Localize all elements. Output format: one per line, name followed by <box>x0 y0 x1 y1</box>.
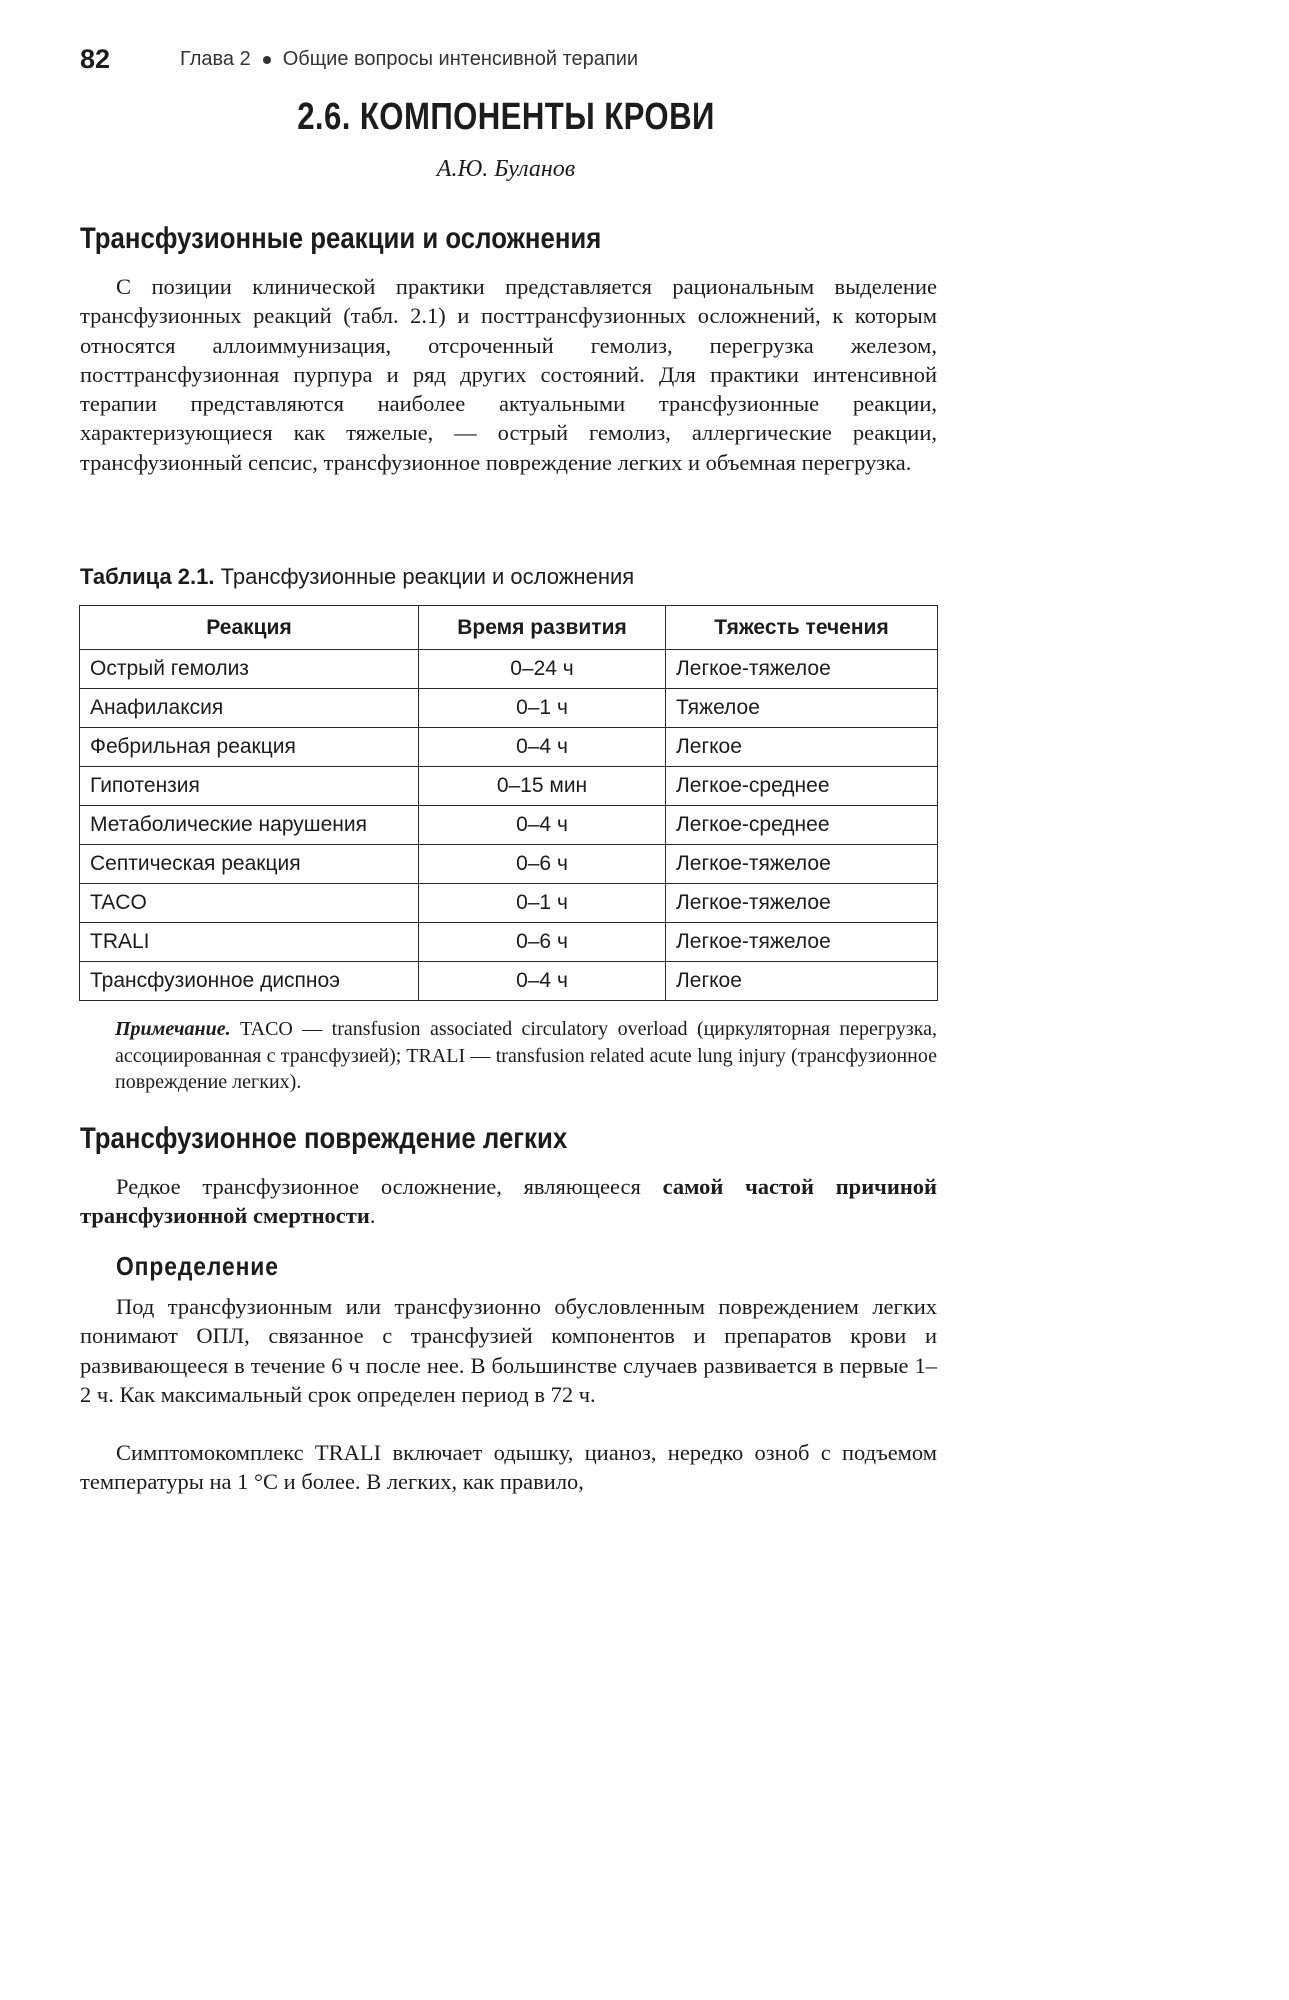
table-header-row <box>80 606 938 650</box>
cell-time: 0–6 ч <box>419 923 666 962</box>
cell-severity: Легкое-тяжелое <box>666 650 938 689</box>
section-heading-reactions: Трансфузионные реакции и осложнения <box>80 222 602 255</box>
intro-paragraph-text: С позиции клинической практики представляется рациональным выделение трансфузионных реакций (табл. 2.1) и посттрансфузионных осложнений, к которым относятся аллоиммунизация, отсроченный гемолиз, перегрузка железом, посттрансфузионная пурпура и ряд других состояний. Для практики интенсивной терапии представляются наиболее актуальными трансфузионные реакции, характеризующиеся как тяжелые, — острый гемолиз, аллергические реакции, трансфузионный сепсис, трансфузионное повреждение легких и объемная перегрузка. <box>80 274 937 475</box>
column-header-severity: Тяжесть течения <box>666 606 938 650</box>
bullet-icon <box>263 56 271 64</box>
section-heading-trali: Трансфузионное повреждение легких <box>80 1122 568 1155</box>
cell-severity: Тяжелое <box>666 689 938 728</box>
cell-reaction: Гипотензия <box>80 767 419 806</box>
cell-severity: Легкое-среднее <box>666 767 938 806</box>
note-label: Примечание. <box>115 1018 231 1040</box>
table-row <box>80 650 938 689</box>
table-row <box>80 728 938 767</box>
cell-reaction: Септическая реакция <box>80 845 419 884</box>
table-row <box>80 962 938 1001</box>
table-row <box>80 845 938 884</box>
cell-severity: Легкое-тяжелое <box>666 923 938 962</box>
cell-time: 0–1 ч <box>419 689 666 728</box>
cell-reaction: Острый гемолиз <box>80 650 419 689</box>
intro-paragraph <box>80 272 937 477</box>
cell-time: 0–4 ч <box>419 962 666 1001</box>
author: А.Ю. Буланов <box>436 156 576 182</box>
cell-severity: Легкое-среднее <box>666 806 938 845</box>
table-title: Трансфузионные реакции и осложнения <box>220 564 635 589</box>
reactions-table <box>79 605 938 1001</box>
table-row <box>80 689 938 728</box>
cell-severity: Легкое <box>666 728 938 767</box>
cell-reaction: Анафилаксия <box>80 689 419 728</box>
column-header-time: Время развития <box>419 606 666 650</box>
trali-intro-end: . <box>369 1203 376 1229</box>
cell-time: 0–1 ч <box>419 884 666 923</box>
running-header <box>80 40 940 80</box>
note-text: TACO — transfusion associated circulatory overload (циркуляторная перегрузка, ассоциированная с трансфузией); TRALI — transfusion related acute lung injury (трансфузионное повреждение легких). <box>115 1018 937 1093</box>
section-label: Общие вопросы интенсивной терапии <box>282 48 639 70</box>
trali-intro-text: Редкое трансфузионное осложнение, являющееся <box>116 1174 663 1199</box>
cell-reaction: Фебрильная реакция <box>80 728 419 767</box>
table-label: Таблица 2.1. <box>80 564 215 589</box>
table-row <box>80 806 938 845</box>
trali-intro-emphasis: самой частой причиной трансфузионной смертности <box>80 1174 937 1229</box>
cell-reaction: TACO <box>80 884 419 923</box>
cell-severity: Легкое <box>666 962 938 1001</box>
cell-severity: Легкое-тяжелое <box>666 845 938 884</box>
cell-reaction: Метаболические нарушения <box>80 806 419 845</box>
page-number: 82 <box>80 44 111 74</box>
trali-intro-paragraph <box>80 1172 937 1231</box>
table-body <box>80 650 938 1001</box>
definition-text: Под трансфузионным или трансфузионно обусловленным повреждением легких понимают ОПЛ, связанное с трансфузией компонентов и препаратов крови и развивающееся в течение 6 ч после нее. В большинстве случаев развивается в первые 1–2 ч. Как максимальный срок определен период в 72 ч. <box>80 1294 937 1407</box>
symptoms-text: Симптомокомплекс TRALI включает одышку, цианоз, нередко озноб с подъемом температуры на 1 °С и более. В легких, как правило, <box>80 1440 937 1495</box>
cell-time: 0–4 ч <box>419 728 666 767</box>
cell-reaction: TRALI <box>80 923 419 962</box>
cell-time: 0–4 ч <box>419 806 666 845</box>
cell-severity: Легкое-тяжелое <box>666 884 938 923</box>
column-header-reaction: Реакция <box>80 606 419 650</box>
table-note <box>115 1016 937 1096</box>
subheading-definition: Определение <box>116 1251 279 1281</box>
chapter-title: 2.6. КОМПОНЕНТЫ КРОВИ <box>297 96 715 138</box>
cell-time: 0–15 мин <box>419 767 666 806</box>
cell-time: 0–6 ч <box>419 845 666 884</box>
table-row <box>80 767 938 806</box>
symptoms-paragraph <box>80 1438 937 1497</box>
cell-reaction: Трансфузионное диспноэ <box>80 962 419 1001</box>
chapter-label: Глава 2 <box>180 48 251 70</box>
definition-paragraph <box>80 1292 937 1409</box>
cell-time: 0–24 ч <box>419 650 666 689</box>
running-title <box>180 48 638 71</box>
table-row <box>80 923 938 962</box>
table-caption <box>80 564 634 590</box>
table-row <box>80 884 938 923</box>
